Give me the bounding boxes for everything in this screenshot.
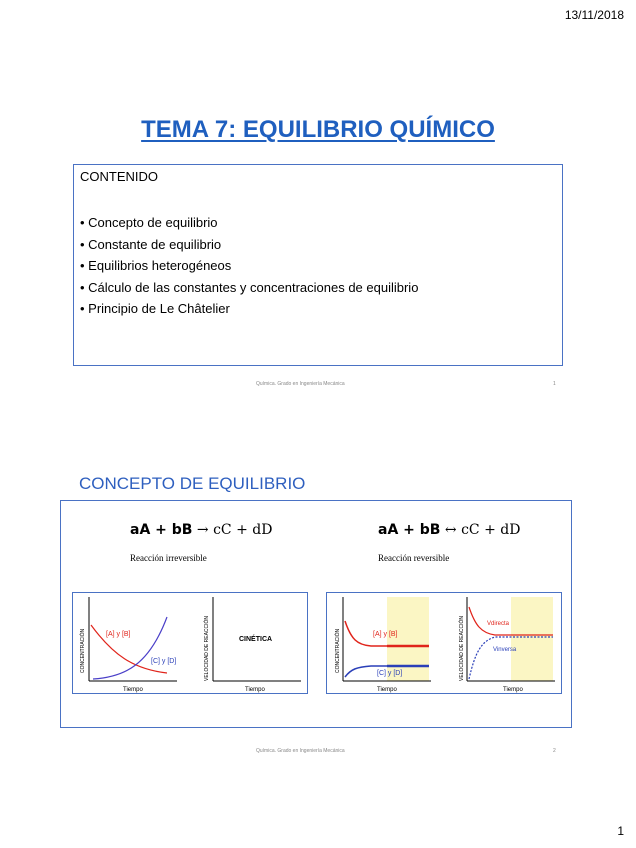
contents-list: [80, 212, 556, 320]
irreversible-label: Reacción irreversible: [130, 553, 207, 563]
conc-xlabel: Tiempo: [123, 687, 143, 693]
eq-products: cC + dD: [213, 522, 273, 538]
products-curve: [93, 617, 167, 679]
contents-heading: CONTENIDO: [80, 169, 158, 184]
slide1-footer: Química. Grado en Ingeniería Mecánica: [256, 381, 345, 387]
slide2-number: 2: [553, 748, 556, 754]
conc-xlabel: Tiempo: [377, 687, 397, 693]
eq-arrow: ↔: [440, 522, 462, 538]
irreversible-graphs: [73, 593, 308, 694]
slide2-footer: Química. Grado en Ingeniería Mecánica: [256, 748, 345, 754]
slide1-title: TEMA 7: EQUILIBRIO QUÍMICO: [141, 116, 495, 143]
page-number: 1: [617, 824, 624, 838]
forward-rate-label: Vdirecta: [487, 621, 510, 627]
rate-xlabel: Tiempo: [245, 687, 265, 693]
reactants-label: [A] y [B]: [373, 631, 398, 638]
date-stamp: 13/11/2018: [564, 8, 624, 22]
eq-reactants: aA + bB: [130, 522, 193, 538]
reversible-graphs: [327, 593, 562, 694]
kinetics-label: CINÉTICA: [239, 636, 273, 643]
equilibrium-zone: [511, 597, 553, 681]
contents-item: • Constante de equilibrio: [80, 234, 556, 256]
slide1-number: 1: [553, 381, 556, 387]
contents-item: • Concepto de equilibrio: [80, 212, 556, 234]
products-label: [C] y [D]: [377, 670, 403, 677]
eq-arrow: →: [192, 522, 214, 538]
irreversible-graphs-panel: [72, 592, 308, 694]
reverse-rate-label: Vinversa: [493, 647, 517, 653]
slide2-title: CONCEPTO DE EQUILIBRIO: [79, 474, 306, 493]
conc-ylabel: CONCENTRACIÓN: [335, 628, 341, 673]
reactants-label: [A] y [B]: [106, 631, 131, 638]
eq-reactants: aA + bB: [378, 522, 441, 538]
rate-ylabel: VELOCIDAD DE REACCIÓN: [204, 615, 210, 681]
reversible-graphs-panel: [326, 592, 562, 694]
rate-ylabel: VELOCIDAD DE REACCIÓN: [459, 615, 465, 681]
contents-item: • Cálculo de las constantes y concentraciones de equilibrio: [80, 277, 556, 299]
contents-item: • Principio de Le Châtelier: [80, 298, 556, 320]
reversible-label: Reacción reversible: [378, 553, 450, 563]
equilibrium-zone: [387, 597, 429, 681]
rate-xlabel: Tiempo: [503, 687, 523, 693]
conc-ylabel: CONCENTRACIÓN: [80, 628, 86, 673]
contents-box: [73, 164, 563, 366]
reversible-equation: [378, 522, 520, 538]
contents-item: • Equilibrios heterogéneos: [80, 255, 556, 277]
irreversible-equation: [130, 522, 272, 538]
eq-products: cC + dD: [461, 522, 521, 538]
products-label: [C] y [D]: [151, 658, 177, 665]
